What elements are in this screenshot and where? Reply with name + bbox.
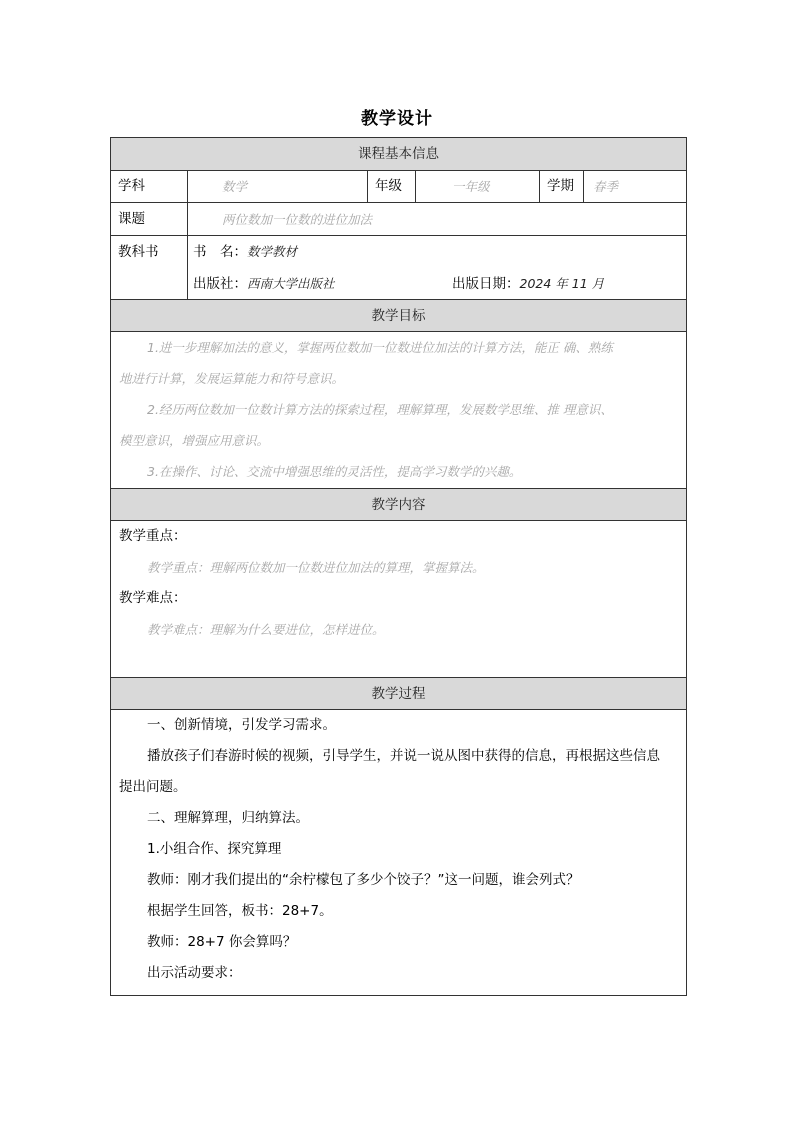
content-header — [111, 488, 686, 520]
objectives-header — [111, 299, 686, 331]
objective-line: 地进行计算，发展运算能力和符号意识。 — [119, 371, 345, 386]
publisher-label: 出版社： — [193, 276, 247, 292]
textbook-details — [187, 236, 686, 299]
subject-label: 学科 — [118, 178, 145, 194]
textbook-row — [111, 235, 686, 299]
basic-info-header — [111, 138, 686, 170]
process-line: 播放孩子们春游时候的视频，引导学生，并说一说从图中获得的信息，再根据这些信息 — [147, 748, 660, 764]
process-body — [111, 709, 686, 995]
process-header — [111, 677, 686, 709]
content-body — [111, 520, 686, 677]
lesson-plan-table — [110, 137, 687, 996]
process-line: 根据学生回答，板书：28+7。 — [147, 903, 333, 919]
process-line: 一、创新情境，引发学习需求。 — [147, 717, 336, 733]
process-line: 1.小组合作、探究算理 — [147, 841, 282, 857]
pub-date-value: 2024 年 11 月 — [519, 276, 605, 291]
difficulty-label: 教学难点： — [119, 590, 187, 606]
difficulty-text: 教学难点：理解为什么要进位，怎样进位。 — [147, 622, 385, 637]
process-line: 提出问题。 — [119, 779, 187, 795]
content-header-label: 教学内容 — [371, 497, 426, 513]
subject-row — [111, 170, 686, 202]
book-name-label: 书 名： — [193, 244, 247, 260]
book-name-value: 数学教材 — [247, 244, 298, 259]
process-header-label: 教学过程 — [371, 686, 426, 702]
topic-value: 两位数加一位数的进位加法 — [187, 203, 686, 235]
process-line: 教师：28+7 你会算吗？ — [147, 934, 297, 950]
objective-line: 1.进一步理解加法的意义，掌握两位数加一位数进位加法的计算方法，能正 确、熟练 — [147, 340, 613, 355]
topic-label: 课题 — [118, 211, 145, 227]
process-line: 出示活动要求： — [147, 965, 242, 981]
topic-row — [111, 202, 686, 235]
objective-line: 模型意识，增强应用意识。 — [119, 433, 270, 448]
term-label: 学期 — [539, 171, 583, 202]
publisher-value: 西南大学出版社 — [247, 276, 335, 291]
objective-line: 3.在操作、讨论、交流中增强思维的灵活性，提高学习数学的兴趣。 — [147, 464, 522, 479]
pub-date-label: 出版日期： — [452, 276, 520, 292]
subject-value: 数学 — [187, 171, 367, 202]
grade-label: 年级 — [367, 171, 415, 202]
objectives-header-label: 教学目标 — [371, 308, 426, 324]
key-point-text: 教学重点：理解两位数加一位数进位加法的算理，掌握算法。 — [147, 560, 485, 575]
process-line: 教师：刚才我们提出的“余柠檬包了多少个饺子？”这一问题，谁会列式？ — [147, 872, 580, 888]
textbook-label: 教科书 — [118, 244, 159, 260]
key-point-label: 教学重点： — [119, 528, 187, 544]
document-title: 教学设计 — [361, 109, 433, 129]
objective-line: 2.经历两位数加一位数计算方法的探索过程，理解算理，发展数学思维、推 理意识、 — [147, 402, 613, 417]
term-value: 春季 — [583, 171, 686, 202]
process-line: 二、理解算理，归纳算法。 — [147, 810, 309, 826]
objectives-body — [111, 331, 686, 488]
basic-info-header-label: 课程基本信息 — [358, 146, 439, 162]
grade-value: 一年级 — [415, 171, 539, 202]
